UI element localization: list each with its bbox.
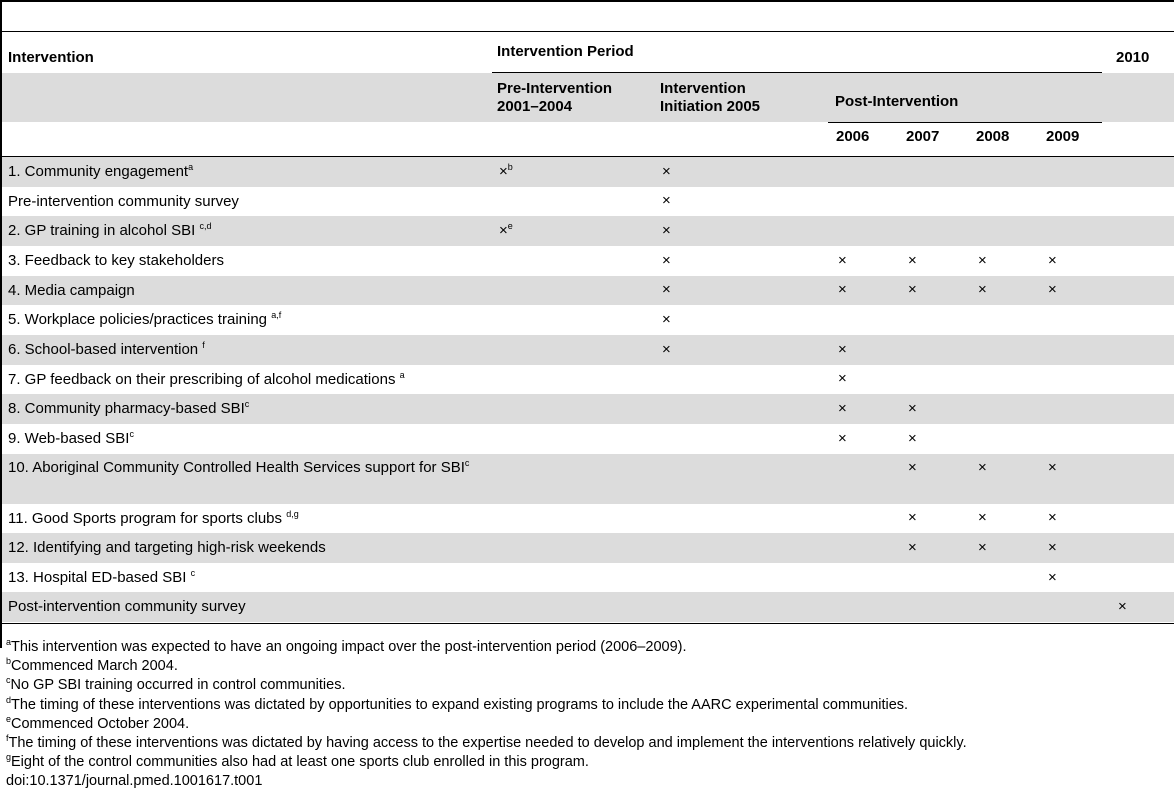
row-label	[8, 429, 478, 449]
table-row	[2, 424, 1174, 454]
mark-pre	[499, 221, 513, 241]
mark-glyph: ×	[908, 281, 917, 299]
table-row	[2, 276, 1174, 306]
footnote-marker: c	[464, 457, 470, 468]
header-intervention-period: Intervention Period	[497, 43, 634, 60]
row-label	[8, 458, 478, 478]
row-label-text: 5. Workplace policies/practices training	[8, 311, 272, 329]
mark-glyph: ×	[662, 192, 671, 210]
footnote-text: This intervention was expected to have an ongoing impact over the post-intervention period (2006–2009).	[11, 639, 687, 655]
footnote	[6, 676, 1166, 695]
row-label-text: 9. Web-based SBI	[8, 429, 130, 447]
row-label-text: 6. School-based intervention	[8, 340, 203, 358]
row-label	[8, 399, 478, 419]
row-label	[8, 568, 478, 588]
footnote-mark: g	[6, 752, 12, 763]
row-label-text: 11. Good Sports program for sports clubs	[8, 509, 287, 527]
header-year-2007: 2007	[906, 128, 940, 145]
mark-glyph: ×	[1048, 568, 1057, 586]
row-label	[8, 251, 478, 271]
mark-init	[662, 162, 671, 182]
table-row	[2, 533, 1174, 563]
table-row	[2, 365, 1174, 395]
mark-y2008	[978, 538, 987, 558]
mark-y2009	[1048, 568, 1057, 588]
mark-y2010	[1118, 597, 1127, 617]
row-label-text: 3. Feedback to key stakeholders	[8, 251, 224, 269]
table-row	[2, 305, 1174, 335]
mark-glyph: ×	[838, 400, 847, 417]
footnote-marker: e	[507, 221, 513, 232]
mark-glyph: ×	[908, 251, 917, 269]
mark-glyph: ×	[499, 222, 508, 240]
footnote-marker: c,d	[199, 221, 212, 232]
period-span-rule	[492, 72, 1102, 73]
footnotes	[6, 638, 1166, 792]
mark-y2009	[1048, 251, 1057, 271]
footnote-mark: f	[6, 733, 9, 744]
header-pre-intervention: Pre-Intervention 2001–2004	[497, 80, 613, 115]
footnote-mark: b	[6, 656, 12, 667]
footnote-mark: a	[6, 637, 12, 647]
header-intervention-initiation: Intervention Initiation 2005	[660, 80, 761, 115]
footnote-text: The timing of these interventions was dictated by opportunities to expand existing programs to include the AARC experimental communities.	[11, 696, 909, 713]
footnote	[6, 715, 1166, 734]
footnote-text: No GP SBI training occurred in control communities.	[10, 677, 346, 694]
table-row	[2, 592, 1174, 622]
table-row	[2, 187, 1174, 217]
mark-glyph: ×	[1048, 251, 1057, 269]
table-row	[2, 216, 1174, 246]
header-year-2009: 2009	[1046, 128, 1080, 145]
mark-glyph: ×	[838, 429, 847, 447]
footnote-marker: c	[129, 428, 134, 439]
footnote-text: The timing of these interventions was dictated by having access to the expertise needed to develop and implement the interventions relatively quickly.	[8, 735, 967, 752]
header-year-2006: 2006	[836, 128, 870, 145]
mark-y2006	[838, 340, 847, 360]
footnote-marker: c	[244, 399, 250, 410]
footnote-mark: c	[6, 675, 11, 686]
mark-glyph: ×	[1118, 598, 1127, 616]
mark-glyph: ×	[978, 509, 987, 527]
row-label-text: Pre-intervention community survey	[8, 192, 239, 210]
mark-glyph: ×	[662, 311, 671, 329]
table-row	[2, 394, 1174, 424]
footnote-text: Commenced October 2004.	[11, 715, 190, 732]
mark-y2006	[838, 429, 847, 449]
mark-glyph: ×	[908, 400, 917, 417]
footnote	[6, 657, 1166, 676]
post-span-rule	[828, 122, 1102, 123]
row-label	[8, 310, 478, 330]
mark-glyph: ×	[662, 251, 671, 269]
mark-glyph: ×	[978, 251, 987, 269]
mark-y2007	[908, 458, 917, 478]
mark-y2008	[978, 280, 987, 300]
table-row	[2, 504, 1174, 534]
mark-y2007	[908, 280, 917, 300]
mark-glyph: ×	[1048, 538, 1057, 556]
footnote	[6, 638, 1166, 657]
footnote-marker: d,g	[286, 508, 299, 519]
table-row	[2, 454, 1174, 504]
table-row	[2, 335, 1174, 365]
row-label-text: 4. Media campaign	[8, 281, 135, 299]
mark-pre	[499, 162, 513, 182]
mark-y2006	[838, 251, 847, 271]
footnote	[6, 696, 1166, 715]
mark-y2006	[838, 369, 847, 389]
mark-glyph: ×	[838, 340, 847, 358]
mark-glyph: ×	[1048, 458, 1057, 476]
mark-glyph: ×	[838, 370, 847, 388]
mark-glyph: ×	[662, 222, 671, 240]
mark-init	[662, 310, 671, 330]
mark-y2009	[1048, 538, 1057, 558]
table-bottom-rule	[0, 623, 1174, 624]
row-label	[8, 370, 478, 390]
footnote-marker: b	[507, 161, 513, 172]
mark-y2007	[908, 399, 917, 419]
mark-y2007	[908, 508, 917, 528]
mark-glyph: ×	[908, 429, 917, 447]
row-label	[8, 538, 478, 558]
footnote-marker: c	[190, 567, 196, 578]
table-row	[2, 157, 1174, 187]
footnote-marker: a	[399, 369, 405, 380]
footnote-mark: d	[6, 694, 12, 705]
row-label-text: 2. GP training in alcohol SBI	[8, 222, 200, 240]
mark-glyph: ×	[978, 538, 987, 556]
footnote-text: Commenced March 2004.	[11, 658, 178, 675]
mark-y2009	[1048, 458, 1057, 478]
mark-y2007	[908, 429, 917, 449]
mark-glyph: ×	[978, 281, 987, 299]
table-top-rule	[0, 0, 1174, 2]
mark-glyph: ×	[662, 162, 671, 180]
mark-glyph: ×	[978, 458, 987, 476]
row-label	[8, 281, 478, 301]
mark-init	[662, 340, 671, 360]
row-label	[8, 192, 478, 212]
mark-y2009	[1048, 280, 1057, 300]
header-intervention: Intervention	[8, 49, 94, 66]
mark-y2007	[908, 538, 917, 558]
table-row	[2, 246, 1174, 276]
row-label-text: 12. Identifying and targeting high-risk weekends	[8, 539, 326, 557]
mark-y2006	[838, 280, 847, 300]
footnote-marker: a,f	[271, 310, 282, 321]
row-label-text: 10. Aboriginal Community Controlled Health Services support for SBI	[8, 458, 465, 476]
row-label	[8, 509, 478, 529]
row-label-text: 13. Hospital ED-based SBI	[8, 568, 191, 586]
table-second-rule	[0, 31, 1174, 32]
mark-y2006	[838, 399, 847, 419]
row-label-text: 8. Community pharmacy-based SBI	[8, 400, 245, 418]
row-label-text: Post-intervention community survey	[8, 598, 246, 616]
row-label-text: 1. Community engagement	[8, 163, 189, 180]
mark-init	[662, 251, 671, 271]
mark-init	[662, 191, 671, 211]
row-label	[8, 597, 478, 617]
mark-y2008	[978, 508, 987, 528]
mark-glyph: ×	[908, 538, 917, 556]
header-post-intervention: Post-Intervention	[835, 93, 959, 110]
mark-glyph: ×	[662, 281, 671, 299]
header-2010: 2010	[1116, 49, 1150, 66]
footnote-marker: f	[202, 339, 205, 350]
mark-glyph: ×	[1048, 509, 1057, 527]
mark-y2008	[978, 251, 987, 271]
row-label-text: 7. GP feedback on their prescribing of alcohol medications	[8, 370, 400, 388]
table-row	[2, 563, 1174, 593]
footnote	[6, 734, 1166, 753]
mark-init	[662, 280, 671, 300]
mark-y2007	[908, 251, 917, 271]
mark-y2008	[978, 458, 987, 478]
header-year-2008: 2008	[976, 128, 1010, 145]
row-label	[8, 221, 478, 241]
mark-glyph: ×	[662, 340, 671, 358]
doi-link[interactable]: doi:10.1371/journal.pmed.1001617.t001	[6, 773, 263, 790]
footnote-marker: a	[188, 162, 194, 172]
footnote-text: Eight of the control communities also had at least one sports club enrolled in this program.	[11, 754, 589, 771]
mark-glyph: ×	[1048, 281, 1057, 299]
footnote-mark: e	[6, 713, 12, 724]
row-label	[8, 162, 478, 182]
mark-glyph: ×	[499, 162, 508, 180]
mark-glyph: ×	[838, 251, 847, 269]
mark-glyph: ×	[908, 458, 917, 476]
mark-glyph: ×	[838, 281, 847, 299]
row-label	[8, 340, 478, 360]
mark-y2009	[1048, 508, 1057, 528]
footnote	[6, 753, 1166, 772]
mark-init	[662, 221, 671, 241]
mark-glyph: ×	[908, 509, 917, 527]
